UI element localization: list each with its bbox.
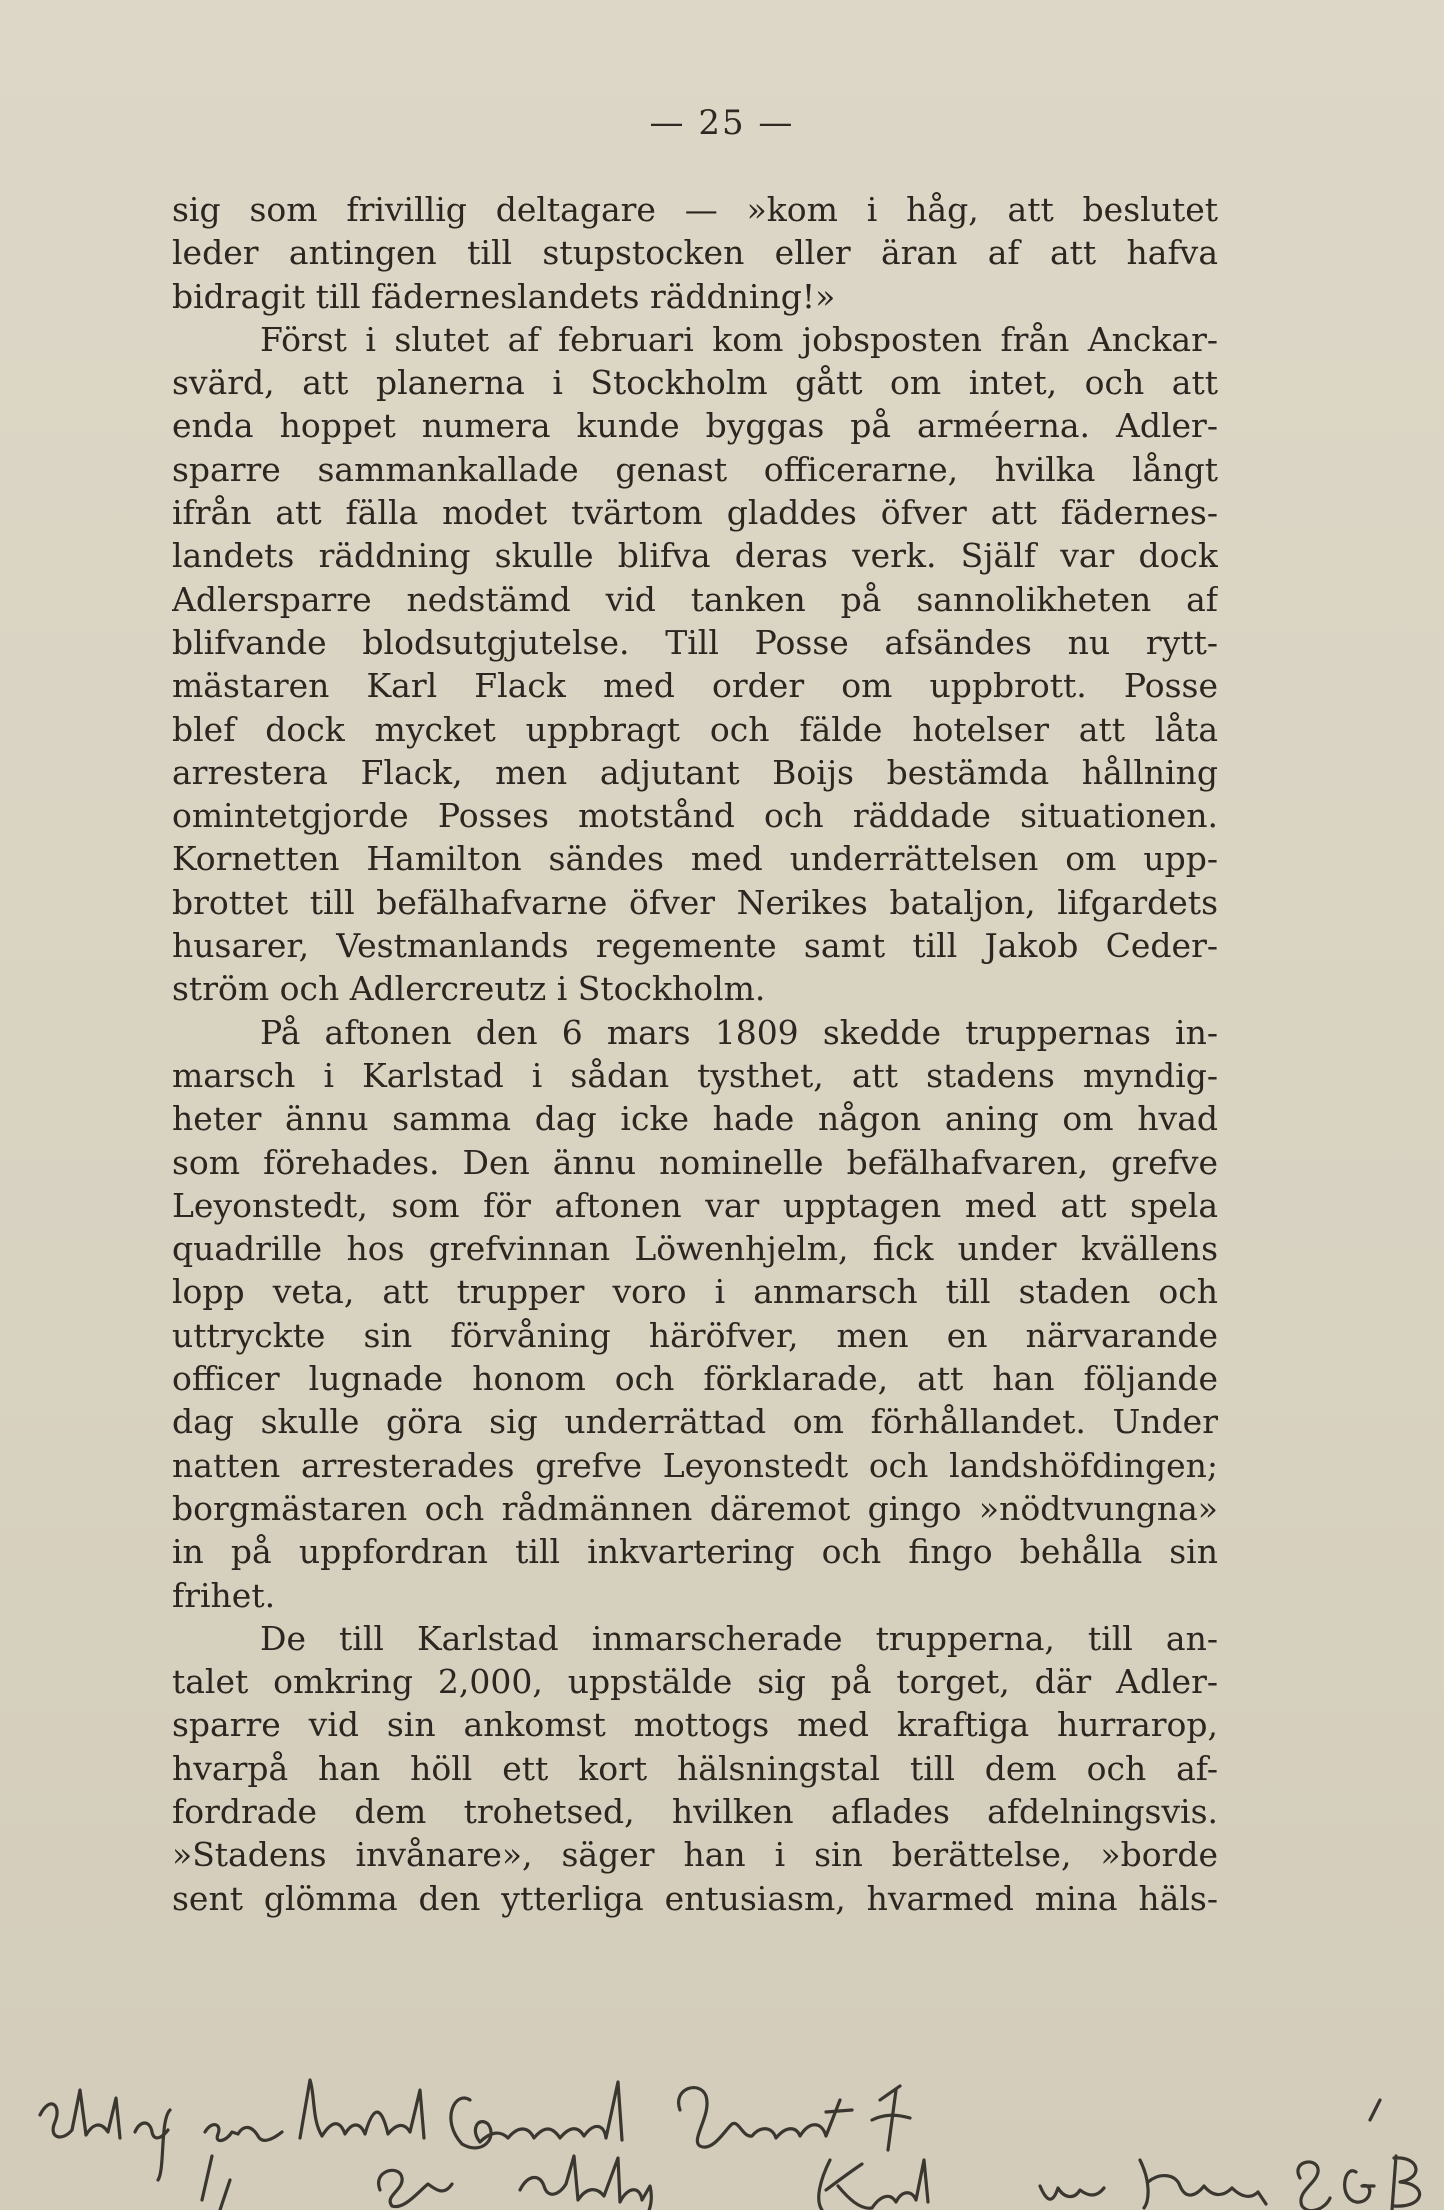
text-line: som förehades. Den ännu nominelle befälhafvaren, grefve	[172, 1142, 1218, 1182]
text-line: leder antingen till stupstocken eller äran af att hafva	[172, 233, 1218, 273]
text-line: omintetgjorde Posses motstånd och räddade situationen.	[172, 796, 1218, 836]
text-line: svärd, att planerna i Stockholm gått om intet, och att	[172, 363, 1218, 403]
text-line: »Stadens invånare», säger han i sin berättelse, »borde	[172, 1835, 1218, 1875]
text-line: De till Karlstad inmarscherade trupperna, till an-	[260, 1618, 1218, 1658]
text-line: hvarpå han höll ett kort hälsningstal till dem och af-	[172, 1748, 1218, 1788]
text-line: bidragit till fäderneslandets räddning!»	[172, 276, 836, 316]
text-line: Kornetten Hamilton sändes med underrättelsen om upp-	[172, 839, 1218, 879]
text-line: husarer, Vestmanlands regemente samt till Jakob Ceder-	[172, 926, 1218, 966]
text-line: frihet.	[172, 1575, 276, 1615]
text-line: uttryckte sin förvåning häröfver, men en närvarande	[172, 1315, 1218, 1355]
text-line: borgmästaren och rådmännen däremot gingo »nödtvungna»	[172, 1488, 1218, 1528]
text-line: marsch i Karlstad i sådan tysthet, att stadens myndig-	[172, 1055, 1218, 1095]
text-line: ström och Adlercreutz i Stockholm.	[172, 969, 766, 1009]
text-line: sig som frivillig deltagare — »kom i håg, att beslutet	[172, 190, 1218, 229]
text-line: fordrade dem trohetsed, hvilken aflades afdelningsvis.	[172, 1791, 1218, 1831]
text-line: enda hoppet numera kunde byggas på arméerna. Adler-	[172, 406, 1218, 446]
text-line: ifrån att fälla modet tvärtom gladdes öfver att fädernes-	[172, 493, 1218, 533]
handwritten-note	[0, 2060, 1444, 2210]
body-text	[172, 188, 1218, 1920]
text-line: blef dock mycket uppbragt och fälde hotelser att låta	[172, 709, 1218, 749]
text-line: sparre vid sin ankomst mottogs med kraftiga hurrarop,	[172, 1705, 1218, 1745]
text-line: lopp veta, att trupper voro i anmarsch till staden och	[172, 1272, 1218, 1312]
text-line: brottet till befälhafvarne öfver Nerikes bataljon, lifgardets	[172, 882, 1218, 922]
text-line: mästaren Karl Flack med order om uppbrott. Posse	[172, 666, 1218, 706]
text-line: Leyonstedt, som för aftonen var upptagen med att spela	[172, 1185, 1218, 1225]
text-line: talet omkring 2,000, uppstälde sig på torget, där Adler-	[172, 1662, 1218, 1702]
text-line: Adlersparre nedstämd vid tanken på sannolikheten af	[172, 579, 1218, 619]
text-line: På aftonen den 6 mars 1809 skedde truppernas in-	[260, 1012, 1218, 1052]
text-line: natten arresterades grefve Leyonstedt och landshöfdingen;	[172, 1445, 1218, 1485]
text-line: officer lugnade honom och förklarade, att han följande	[172, 1359, 1218, 1399]
text-line: Först i slutet af februari kom jobsposten från Anckar-	[260, 319, 1218, 359]
text-line: blifvande blodsutgjutelse. Till Posse afsändes nu rytt-	[172, 622, 1218, 662]
text-line: quadrille hos grefvinnan Löwenhjelm, fick under kvällens	[172, 1229, 1218, 1269]
page-number: — 25 —	[649, 103, 795, 143]
text-line: heter ännu samma dag icke hade någon aning om hvad	[172, 1099, 1218, 1139]
text-line: sent glömma den ytterliga entusiasm, hvarmed mina häls-	[172, 1878, 1218, 1918]
text-line: dag skulle göra sig underrättad om förhållandet. Under	[172, 1402, 1218, 1442]
text-line: arrestera Flack, men adjutant Boijs bestämda hållning	[172, 752, 1218, 792]
text-line: sparre sammankallade genast officerarne, hvilka långt	[172, 449, 1218, 489]
text-line: landets räddning skulle blifva deras verk. Själf var dock	[172, 536, 1218, 576]
text-line: in på uppfordran till inkvartering och fingo behålla sin	[172, 1532, 1218, 1572]
